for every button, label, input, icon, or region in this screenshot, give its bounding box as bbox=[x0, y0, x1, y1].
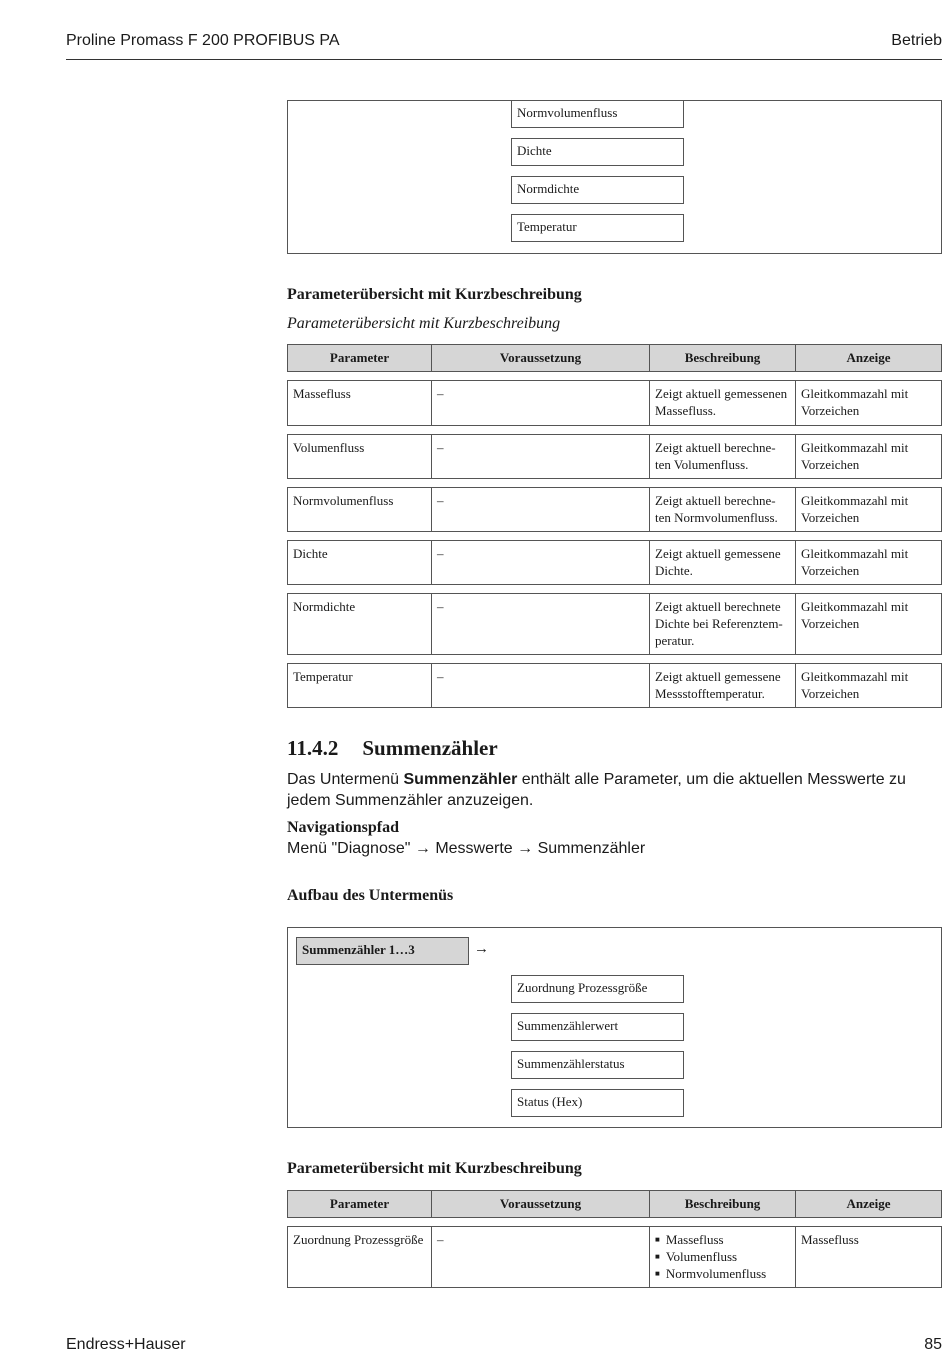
parameter-table-summenzaehler bbox=[287, 1182, 942, 1296]
column-header-voraussetzung: Voraussetzung bbox=[432, 344, 650, 372]
column-header-beschreibung: Beschreibung bbox=[650, 344, 796, 372]
cell-voraussetzung: – bbox=[432, 487, 650, 532]
list-item: ■ Normvolumenfluss bbox=[655, 1265, 791, 1282]
menu-item-zuordnung-prozessgroesse: Zuordnung Prozessgröße bbox=[511, 975, 684, 1003]
column-header-beschreibung: Beschreibung bbox=[650, 1190, 796, 1218]
cell-voraussetzung: – bbox=[432, 663, 650, 708]
cell-beschreibung: Zeigt aktuell berechne-ten Normvolumenfluss. bbox=[650, 487, 796, 532]
cell-parameter: Dichte bbox=[287, 540, 432, 585]
column-header-voraussetzung: Voraussetzung bbox=[432, 1190, 650, 1218]
table-row bbox=[287, 593, 942, 655]
cell-parameter: Normvolumenfluss bbox=[287, 487, 432, 532]
intro-emphasis: Summenzähler bbox=[403, 771, 518, 788]
table-row bbox=[287, 380, 942, 426]
column-header-anzeige: Anzeige bbox=[796, 344, 942, 372]
table-header-row bbox=[287, 1190, 942, 1218]
cell-voraussetzung: – bbox=[432, 434, 650, 479]
column-header-anzeige: Anzeige bbox=[796, 1190, 942, 1218]
cell-voraussetzung: – bbox=[432, 1226, 650, 1288]
cell-anzeige: Gleitkommazahl mit Vorzeichen bbox=[796, 593, 942, 655]
section-heading-parameter-overview: Parameterübersicht mit Kurzbeschreibung bbox=[287, 286, 582, 303]
cell-beschreibung: Zeigt aktuell gemessene Dichte. bbox=[650, 540, 796, 585]
section-heading-parameter-overview-2: Parameterübersicht mit Kurzbeschreibung bbox=[287, 1160, 582, 1177]
section-title bbox=[287, 736, 498, 761]
cell-anzeige: Gleitkommazahl mit Vorzeichen bbox=[796, 380, 942, 426]
menu-item-summenzaehlerwert: Summenzählerwert bbox=[511, 1013, 684, 1041]
cell-beschreibung: Zeigt aktuell berechnete Dichte bei Referenztem-peratur. bbox=[650, 593, 796, 655]
table-row bbox=[287, 663, 942, 708]
menu-item-normvolumenfluss: Normvolumenfluss bbox=[511, 100, 684, 128]
page-number: 85 bbox=[924, 1336, 942, 1353]
intro-text: Das Untermenü bbox=[287, 771, 404, 788]
menu-item-temperatur: Temperatur bbox=[511, 214, 684, 242]
cell-beschreibung: Zeigt aktuell gemessene Messstofftemperatur. bbox=[650, 663, 796, 708]
table-row bbox=[287, 540, 942, 585]
cell-anzeige: Gleitkommazahl mit Vorzeichen bbox=[796, 663, 942, 708]
menu-item-normdichte: Normdichte bbox=[511, 176, 684, 204]
cell-beschreibung: Zeigt aktuell berechne-ten Volumenfluss. bbox=[650, 434, 796, 479]
cell-parameter: Temperatur bbox=[287, 663, 432, 708]
column-header-parameter: Parameter bbox=[287, 344, 432, 372]
navigation-heading: Navigationspfad bbox=[287, 819, 400, 836]
header-chapter: Betrieb bbox=[891, 32, 942, 49]
cell-voraussetzung: – bbox=[432, 380, 650, 426]
list-item: ■ Volumenfluss bbox=[655, 1248, 791, 1265]
cell-parameter: Massefluss bbox=[287, 380, 432, 426]
structure-heading: Aufbau des Untermenüs bbox=[287, 887, 454, 904]
intro-text-end: enthält alle Parameter, um die aktuellen Messwerte zu jedem Summenzähler anzuzeigen. bbox=[287, 771, 906, 809]
table-row bbox=[287, 487, 942, 532]
parameter-table-messwerte bbox=[287, 336, 942, 716]
section-name: Summenzähler bbox=[362, 736, 498, 760]
section-intro bbox=[287, 769, 942, 811]
column-header-parameter: Parameter bbox=[287, 1190, 432, 1218]
cell-parameter: Zuordnung Prozessgröße bbox=[287, 1226, 432, 1288]
table-row bbox=[287, 434, 942, 479]
table-caption: Parameterübersicht mit Kurzbeschreibung bbox=[287, 315, 561, 332]
footer-brand: Endress+Hauser bbox=[66, 1336, 186, 1353]
cell-anzeige: Massefluss bbox=[796, 1226, 942, 1288]
menu-item-dichte: Dichte bbox=[511, 138, 684, 166]
cell-parameter: Normdichte bbox=[287, 593, 432, 655]
submenu-summenzaehler: Summenzähler 1…3 bbox=[296, 937, 469, 965]
menu-item-summenzaehlerstatus: Summenzählerstatus bbox=[511, 1051, 684, 1079]
cell-beschreibung bbox=[650, 1226, 796, 1288]
header-rule bbox=[66, 59, 942, 60]
cell-anzeige: Gleitkommazahl mit Vorzeichen bbox=[796, 540, 942, 585]
table-header-row bbox=[287, 344, 942, 372]
cell-beschreibung: Zeigt aktuell gemessenen Massefluss. bbox=[650, 380, 796, 426]
cell-voraussetzung: – bbox=[432, 593, 650, 655]
navigation-path: Menü "Diagnose" → Messwerte → Summenzähler bbox=[287, 840, 646, 857]
cell-parameter: Volumenfluss bbox=[287, 434, 432, 479]
section-number: 11.4.2 bbox=[287, 736, 339, 760]
arrow-right-icon: → bbox=[474, 941, 489, 957]
menu-item-status-hex: Status (Hex) bbox=[511, 1089, 684, 1117]
option-list bbox=[655, 1231, 791, 1282]
list-item: ■ Massefluss bbox=[655, 1231, 791, 1248]
table-row bbox=[287, 1226, 942, 1288]
cell-anzeige: Gleitkommazahl mit Vorzeichen bbox=[796, 434, 942, 479]
cell-voraussetzung: – bbox=[432, 540, 650, 585]
header-title: Proline Promass F 200 PROFIBUS PA bbox=[66, 32, 340, 49]
cell-anzeige: Gleitkommazahl mit Vorzeichen bbox=[796, 487, 942, 532]
